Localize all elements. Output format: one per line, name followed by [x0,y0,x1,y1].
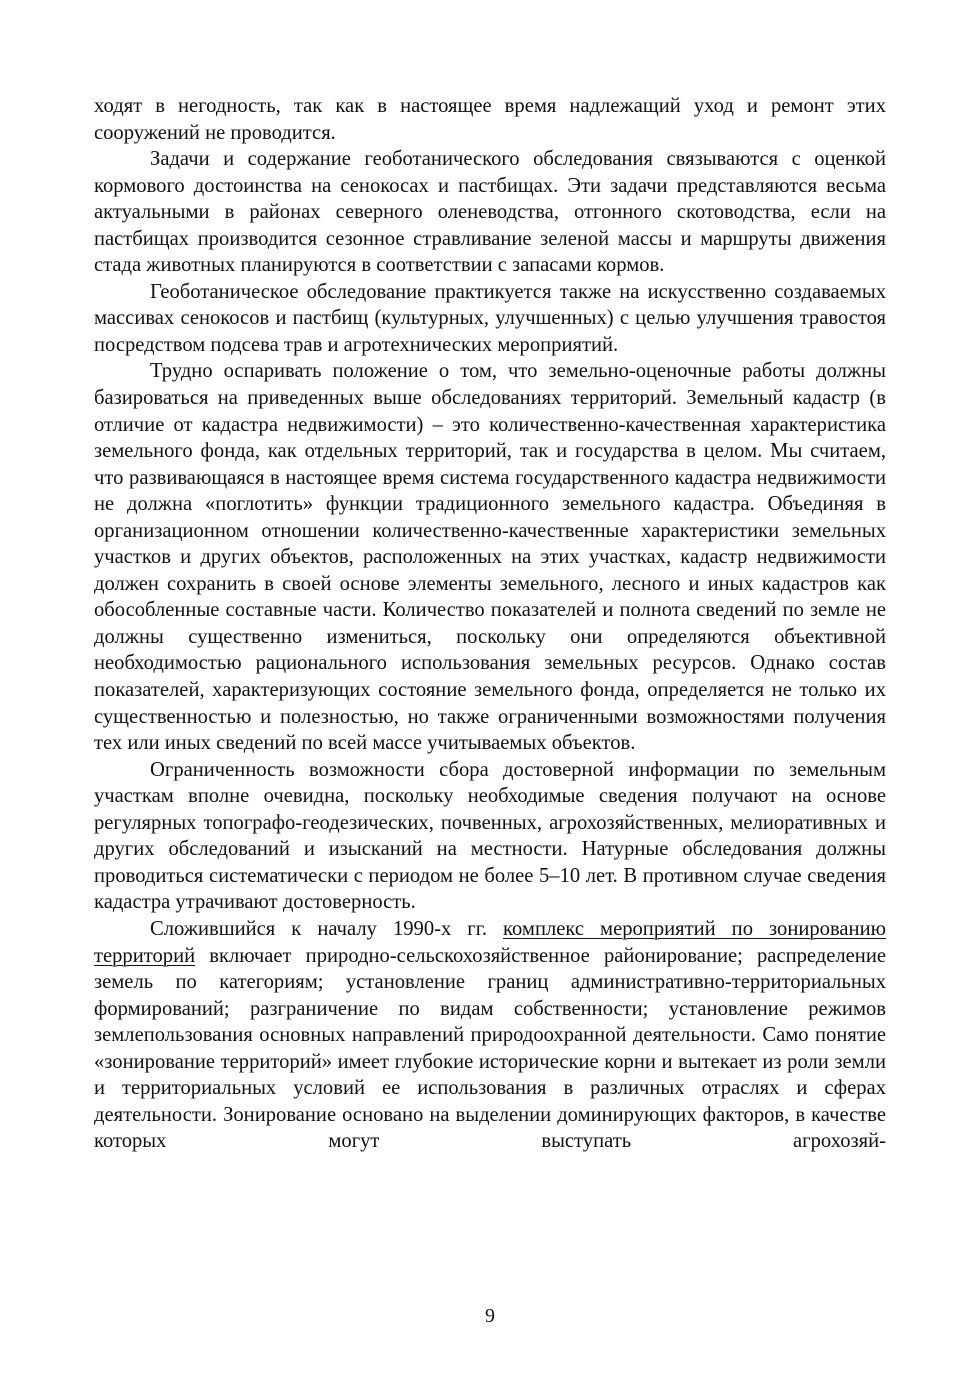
paragraph-6 [94,916,886,1155]
paragraph-6-lead: Сложившийся к началу 1990-х гг. [150,917,504,940]
paragraph-4: Трудно оспаривать положение о том, что земельно-оценочные работы должны базироваться на приведенных выше обследованиях территорий. Земельный кадастр (в отличие от кадастра недвижимости) – это количественно-качественная характеристика земельного фонда, как отдельных территорий, так и государства в целом. Мы считаем, что развивающаяся в настоящее время система государственного кадастра недвижимости не должна «поглотить» функции традиционного земельного кадастра. Объединяя в организационном отношении количественно-качественные характеристики земельных участков и других объектов, расположенных на этих участках, кадастр недвижимости должен сохранить в своей основе элементы земельного, лесного и иных кадастров как обособленные составные части. Количество показателей и полнота сведений по земле не должны существенно измениться, поскольку они определяются объективной необходимостью рационального использования земельных ресурсов. Однако состав показателей, характеризующих состояние земельного фонда, определяется не только их существенностью и полезностью, но также ограниченными возможностями получения тех или иных сведений по всей массе учитываемых объектов. [94,360,886,755]
page-number: 9 [485,1305,495,1327]
body-text [94,93,886,1155]
underlined-term: комплекс мероприятий по зонированию территорий [94,917,886,967]
paragraph-2: Задачи и содержание геоботанического обследования связываются с оценкой кормового достоинства на сенокосах и пастбищах. Эти задачи представляются весьма актуальными в районах северного оленеводства, отгонного скотоводства, если на пастбищах производится сезонное стравливание зеленой массы и маршруты движения стада животных планируются в соответствии с запасами кормов. [94,148,886,277]
paragraph-3: Геоботаническое обследование практикуется также на искусственно создаваемых массивах сенокосов и пастбищ (культурных, улучшенных) с целью улучшения травостоя посредством подсева трав и агротехнических мероприятий. [94,280,886,356]
paragraph-6-rest: включает природно-сельскохозяйственное районирование; распределение земель по категориям; установление границ административно-территориальных формирований; разграничение по видам собственности; установление режимов землепользования основных направлений природоохранной деятельности. Само понятие «зонирование территорий» имеет глубокие исторические корни и вытекает из роли земли и территориальных условий ее использования в различных отраслях и сферах деятельности. Зонирование основано на выделении доминирующих факторов, в качестве которых могут выступать агрохозяй- [94,944,886,1153]
paragraph-5: Ограниченность возможности сбора достоверной информации по земельным участкам вполне очевидна, поскольку необходимые сведения получают на основе регулярных топографо-геодезических, почвенных, агрохозяйственных, мелиоративных и других обследований и изысканий на местности. Натурные обследования должны проводиться систематически с периодом не более 5–10 лет. В противном случае сведения кадастра утрачивают достоверность. [94,758,886,914]
paragraph-1: ходят в негодность, так как в настоящее время надлежащий уход и ремонт этих сооружений не проводится. [94,95,886,144]
